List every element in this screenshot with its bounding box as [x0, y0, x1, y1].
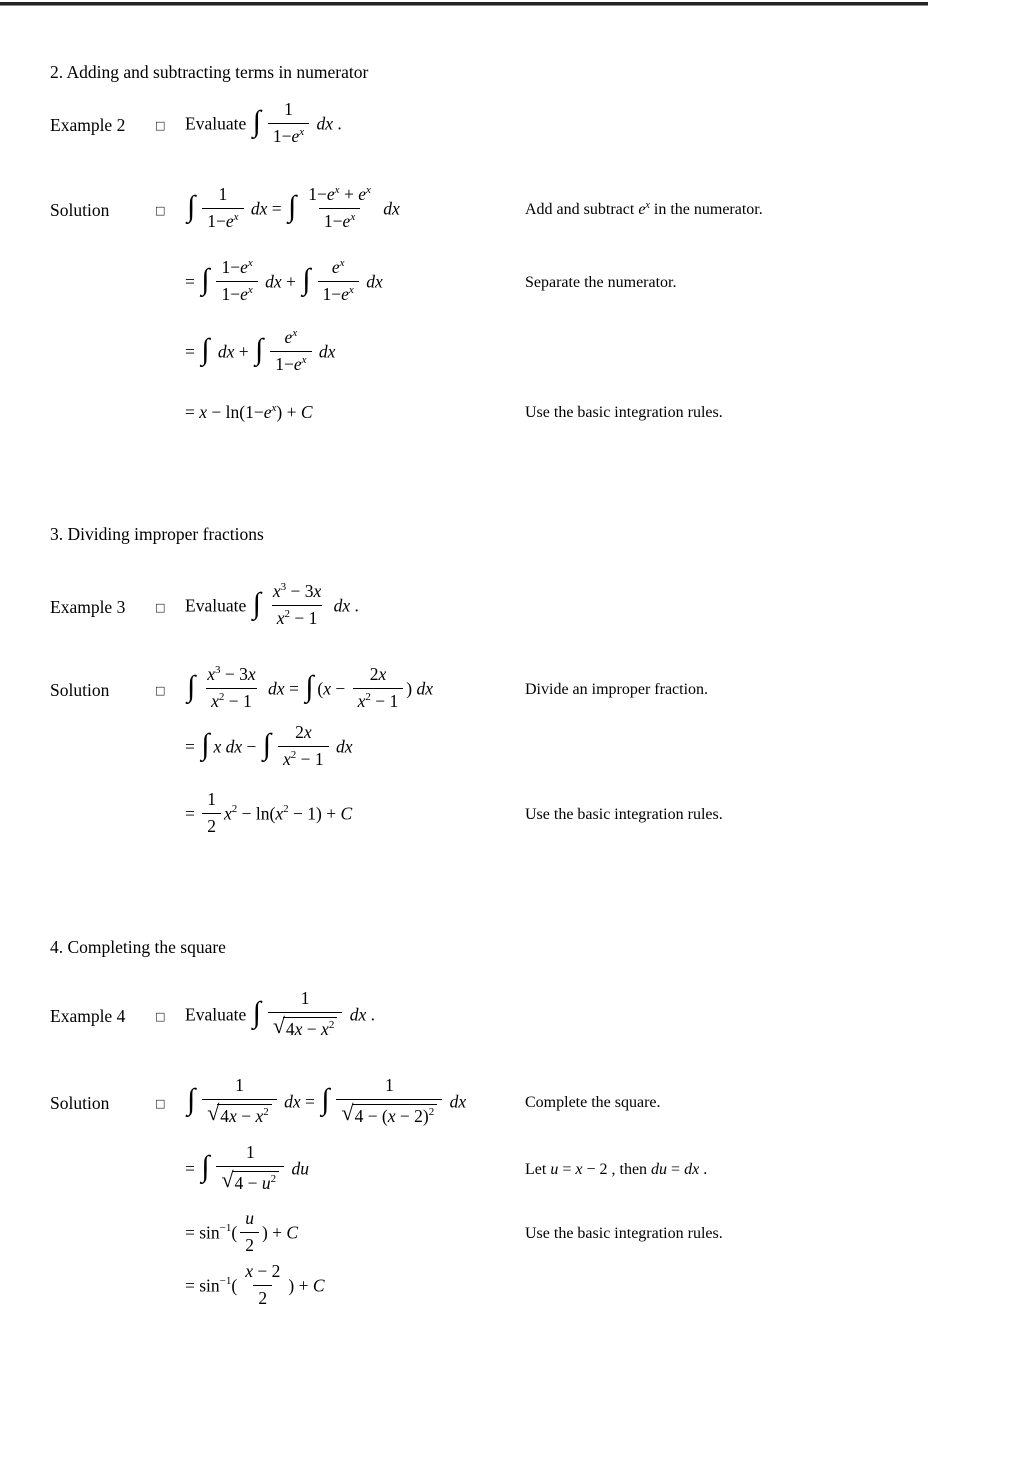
- math-token: Evaluate: [185, 1004, 251, 1025]
- square-marker-icon: □: [155, 1009, 166, 1023]
- math-token: ) +: [288, 1275, 313, 1296]
- math-token: (: [231, 1275, 238, 1296]
- math-token: u: [245, 1207, 254, 1228]
- math-token: [268, 581, 326, 605]
- solution-2-step-3-math: [185, 326, 336, 378]
- math-token: dx: [246, 198, 268, 219]
- math-token: =: [558, 1161, 576, 1178]
- math-token: [268, 99, 309, 148]
- solution-3-step-2: [50, 714, 1014, 782]
- math-token: 2: [328, 1018, 335, 1031]
- math-token: [268, 581, 326, 630]
- math-token: C: [286, 1222, 299, 1243]
- math-token: x: [357, 690, 366, 711]
- math-token: Add and subtract: [525, 201, 639, 218]
- math-token: dx: [445, 1091, 467, 1112]
- solution-4-step-2-note: [525, 1160, 707, 1180]
- math-token: [365, 664, 392, 688]
- solution-3-label: Solution: [50, 679, 110, 700]
- math-token: −: [302, 1018, 322, 1039]
- math-token: [213, 184, 232, 208]
- integral-icon: ∫: [201, 263, 210, 297]
- math-token: 1−: [272, 125, 292, 146]
- math-token: 1: [300, 987, 310, 1008]
- math-token: x: [199, 402, 208, 423]
- math-token: e: [358, 183, 366, 204]
- math-token: x: [313, 580, 322, 601]
- math-token: x: [224, 803, 232, 824]
- math-token: 2: [369, 663, 379, 684]
- math-token: −: [236, 1105, 256, 1126]
- math-token: [217, 1104, 271, 1128]
- math-token: =: [667, 1161, 685, 1178]
- solution-4-step-3-math: [185, 1207, 299, 1259]
- math-token: − 3: [220, 663, 248, 684]
- math-token: − 1: [289, 607, 318, 628]
- math-token: e: [341, 283, 349, 304]
- math-token: − 2: [253, 1260, 281, 1281]
- math-token: x: [271, 402, 277, 415]
- math-token: 2: [295, 721, 304, 742]
- math-token: [318, 257, 359, 306]
- radical-icon: √: [221, 1166, 234, 1192]
- math-token: x: [247, 663, 256, 684]
- math-token: [241, 1142, 260, 1166]
- math-token: =: [284, 678, 304, 699]
- math-token: ) +: [261, 1222, 287, 1243]
- radical-icon: √: [272, 1012, 285, 1038]
- math-token: 4: [220, 1105, 230, 1126]
- math-token: −1: [219, 1275, 232, 1288]
- solution-3-step-1-note: [525, 680, 708, 700]
- math-token: dx: [314, 341, 336, 362]
- solution-2-step-1: [50, 176, 1014, 244]
- math-token: Evaluate: [185, 595, 251, 616]
- math-token: [318, 281, 359, 306]
- math-token: [202, 664, 260, 688]
- math-token: 2: [290, 748, 297, 761]
- math-token: x: [211, 690, 219, 711]
- solution-3-step-3-note: [525, 805, 723, 825]
- radical-icon: √: [341, 1099, 354, 1125]
- math-token: [272, 1012, 338, 1041]
- math-token: [341, 1099, 437, 1128]
- math-token: [216, 1142, 284, 1195]
- math-token: dx: [378, 198, 400, 219]
- math-token: 2: [218, 690, 225, 703]
- solution-4-step-1: [50, 1066, 1014, 1140]
- math-token: x: [229, 1105, 237, 1126]
- integral-icon: ∫: [302, 263, 311, 297]
- math-token: = sin: [185, 1275, 220, 1296]
- math-token: 4: [285, 1018, 295, 1039]
- math-token: [202, 789, 221, 813]
- math-token: x: [245, 1260, 253, 1281]
- math-token: Use the basic integration rules.: [525, 404, 723, 421]
- math-token: 2: [207, 815, 216, 836]
- solution-2-step-1-math: [185, 183, 400, 235]
- math-token: [336, 1075, 442, 1128]
- math-token: C: [312, 1275, 325, 1296]
- integral-icon: ∫: [201, 1150, 210, 1184]
- math-token: −: [331, 678, 350, 699]
- integral-icon: ∫: [305, 670, 314, 704]
- integral-icon: ∫: [321, 1083, 330, 1117]
- math-token: [296, 988, 315, 1012]
- math-token: 1−: [323, 210, 343, 231]
- math-token: 2: [428, 1105, 435, 1118]
- math-token: = sin: [185, 1222, 220, 1243]
- math-token: [202, 789, 221, 838]
- example-4-problem: [185, 987, 375, 1043]
- integral-icon: ∫: [201, 728, 210, 762]
- integral-icon: ∫: [252, 587, 261, 621]
- math-token: x: [207, 663, 215, 684]
- math-token: −: [242, 736, 261, 757]
- math-token: − 1: [370, 690, 399, 711]
- page-top-rule: [0, 2, 928, 6]
- math-token: [283, 1017, 337, 1041]
- math-token: x: [645, 200, 650, 211]
- math-token: e: [293, 353, 302, 374]
- math-token: −1: [219, 1222, 232, 1235]
- math-token: 1−: [322, 283, 342, 304]
- math-token: x: [321, 1018, 329, 1039]
- math-token: Evaluate: [185, 113, 251, 134]
- math-token: e: [263, 402, 272, 423]
- math-token: du: [287, 1158, 310, 1179]
- math-token: [380, 1075, 399, 1099]
- math-token: Complete the square.: [525, 1094, 661, 1111]
- section-2-heading: 2. Adding and subtracting terms in numerator: [50, 62, 369, 82]
- math-token: x: [303, 721, 312, 742]
- math-token: x: [365, 183, 371, 196]
- math-token: e: [342, 210, 351, 231]
- math-token: dx: [221, 736, 243, 757]
- math-token: du: [651, 1161, 668, 1178]
- math-token: 2: [283, 803, 289, 816]
- math-token: +: [234, 341, 253, 362]
- square-marker-icon: □: [155, 118, 166, 132]
- solution-2-step-4-note: [525, 403, 723, 423]
- math-token: 1−: [308, 183, 327, 204]
- solution-4-step-4: [50, 1256, 1014, 1318]
- solution-4-step-2: [50, 1133, 1014, 1207]
- math-token: 1: [235, 1074, 244, 1095]
- math-token: x: [334, 183, 340, 196]
- math-token: x: [294, 1018, 303, 1039]
- math-token: x: [387, 1105, 396, 1126]
- math-token: .: [699, 1161, 708, 1178]
- math-token: − 3: [286, 580, 314, 601]
- math-token: 1: [207, 788, 216, 809]
- math-token: x: [272, 580, 281, 601]
- square-marker-icon: □: [155, 1096, 166, 1110]
- section-4-heading: 4. Completing the square: [50, 937, 226, 957]
- example-3-problem: [185, 580, 359, 632]
- math-token: dx: [416, 678, 434, 699]
- math-token: Use the basic integration rules.: [525, 806, 723, 823]
- solution-4-label: Solution: [50, 1092, 110, 1113]
- math-token: x: [275, 803, 284, 824]
- math-token: +: [339, 183, 359, 204]
- math-token: dx: [345, 1004, 367, 1025]
- math-token: [268, 988, 343, 1041]
- math-token: Let: [525, 1161, 551, 1178]
- math-token: Divide an improper fraction.: [525, 681, 709, 698]
- math-token: [268, 123, 309, 148]
- math-token: 2: [263, 1105, 269, 1118]
- math-token: x: [299, 125, 305, 138]
- square-marker-icon: □: [155, 203, 166, 217]
- math-token: (: [231, 1222, 238, 1243]
- example-4-label: Example 4: [50, 1005, 126, 1026]
- math-token: 1: [384, 1074, 394, 1095]
- solution-2-step-1-note: [525, 200, 763, 220]
- math-token: dx: [684, 1161, 700, 1178]
- math-token: u: [261, 1172, 271, 1193]
- math-token: e: [291, 125, 300, 146]
- example-2-label: Example 2: [50, 114, 126, 135]
- example-4-row: [50, 979, 1014, 1053]
- math-token: 1: [218, 183, 228, 204]
- solution-4-step-1-math: [185, 1074, 467, 1130]
- math-token: [268, 1012, 343, 1041]
- math-token: C: [300, 402, 313, 423]
- math-token: 2: [365, 690, 371, 703]
- section-3-heading: 3. Dividing improper fractions: [50, 524, 264, 544]
- math-token: [270, 351, 311, 376]
- math-token: dx: [260, 271, 282, 292]
- math-token: x: [283, 748, 291, 769]
- math-token: 2: [258, 1287, 268, 1308]
- math-token: [232, 1171, 280, 1195]
- math-token: 2: [284, 607, 290, 620]
- math-token: 1−: [275, 353, 294, 374]
- math-token: dx: [263, 678, 285, 699]
- solution-4-step-2-math: [185, 1141, 310, 1197]
- math-token: 2: [231, 803, 238, 816]
- integral-icon: ∫: [187, 190, 196, 224]
- math-token: [353, 664, 404, 713]
- math-token: dx: [312, 113, 334, 134]
- example-3-label: Example 3: [50, 596, 126, 617]
- math-token: e: [331, 256, 340, 277]
- math-token: [352, 1104, 438, 1128]
- example-2-problem: [185, 98, 342, 150]
- solution-2-step-4: [50, 395, 1014, 431]
- math-token: [216, 257, 257, 306]
- math-token: 1: [245, 1141, 255, 1162]
- math-token: x: [213, 736, 222, 757]
- math-token: =: [267, 198, 287, 219]
- math-token: in the numerator.: [649, 201, 763, 218]
- math-token: x: [292, 326, 298, 339]
- math-token: e: [326, 183, 335, 204]
- math-token: e: [240, 283, 248, 304]
- math-token: Separate the numerator.: [525, 274, 677, 291]
- math-token: =: [185, 803, 200, 824]
- math-token: =: [300, 1091, 320, 1112]
- math-token: [278, 722, 329, 771]
- math-token: [202, 1099, 277, 1128]
- math-token: e: [638, 201, 646, 218]
- math-token: x: [255, 1105, 264, 1126]
- math-token: − ln(1−: [207, 402, 264, 423]
- math-token: [202, 1075, 277, 1128]
- math-token: x: [378, 663, 387, 684]
- math-token: ) +: [276, 402, 301, 423]
- math-token: 2: [245, 1234, 254, 1255]
- math-token: u: [550, 1161, 559, 1178]
- math-token: e: [284, 326, 293, 347]
- math-token: [202, 813, 221, 838]
- math-token: 4 −: [234, 1172, 262, 1193]
- radical-icon: √: [207, 1099, 220, 1125]
- math-token: [202, 208, 243, 233]
- math-token: [303, 184, 376, 208]
- math-token: dx: [331, 736, 353, 757]
- math-token: C: [340, 803, 353, 824]
- math-token: [353, 688, 404, 713]
- solution-3-step-3: [50, 783, 1014, 847]
- math-token: [240, 1208, 259, 1232]
- math-token: [206, 688, 257, 713]
- solution-2-step-2-math: [185, 256, 383, 308]
- math-token: =: [185, 736, 200, 757]
- math-token: [280, 327, 303, 351]
- math-token: [221, 1166, 279, 1195]
- math-token: x: [350, 210, 356, 223]
- math-token: [327, 257, 350, 281]
- math-token: .: [366, 1004, 375, 1025]
- square-marker-icon: □: [155, 600, 166, 614]
- math-token: =: [185, 402, 200, 423]
- math-token: [336, 1099, 442, 1128]
- math-token: [216, 257, 257, 281]
- solution-4-step-4-math: [185, 1260, 325, 1312]
- math-token: − 2 , then: [582, 1161, 652, 1178]
- solution-3-step-1-math: [185, 663, 434, 715]
- math-token: [202, 664, 260, 713]
- math-token: [207, 1099, 272, 1128]
- solution-2-step-3: [50, 319, 1014, 387]
- math-token: e: [225, 210, 234, 231]
- math-token: [253, 1285, 272, 1310]
- math-token: x: [247, 283, 253, 296]
- math-token: .: [333, 113, 342, 134]
- integral-icon: ∫: [262, 728, 271, 762]
- solution-2-step-2: [50, 249, 1014, 317]
- math-token: 3: [215, 663, 221, 676]
- math-token: [272, 605, 323, 630]
- math-token: ): [406, 678, 417, 699]
- integral-icon: ∫: [252, 996, 261, 1030]
- math-token: − 2): [395, 1105, 429, 1126]
- math-token: (: [317, 678, 324, 699]
- math-token: 1−: [207, 210, 226, 231]
- solution-2-step-2-note: [525, 273, 677, 293]
- math-token: 1−: [221, 256, 241, 277]
- math-token: Use the basic integration rules.: [525, 1225, 723, 1242]
- integral-icon: ∫: [252, 105, 261, 139]
- math-token: x: [276, 607, 285, 628]
- math-token: − 1: [224, 690, 252, 711]
- math-token: [303, 184, 376, 233]
- math-token: [279, 99, 298, 123]
- math-token: − 1) +: [288, 803, 341, 824]
- math-token: x: [301, 353, 307, 366]
- integral-icon: ∫: [187, 1083, 196, 1117]
- math-token: dx: [213, 341, 235, 362]
- math-token: 1−: [221, 283, 241, 304]
- math-token: − ln(: [237, 803, 276, 824]
- math-token: x: [575, 1161, 583, 1178]
- math-token: [216, 281, 257, 306]
- math-token: dx: [279, 1091, 301, 1112]
- math-token: − 1: [296, 748, 324, 769]
- math-token: dx: [361, 271, 383, 292]
- square-marker-icon: □: [155, 683, 166, 697]
- math-token: [240, 1261, 285, 1285]
- math-token: x: [339, 256, 345, 269]
- solution-4-step-1-note: [525, 1093, 661, 1113]
- math-token: [278, 746, 329, 771]
- math-token: [319, 208, 360, 233]
- integral-icon: ∫: [187, 670, 196, 704]
- math-token: x: [247, 256, 253, 269]
- math-token: [230, 1075, 249, 1099]
- math-token: dx: [329, 595, 351, 616]
- integral-icon: ∫: [288, 190, 297, 224]
- math-token: [240, 1208, 259, 1257]
- math-token: e: [240, 256, 248, 277]
- math-token: [202, 184, 243, 233]
- integral-icon: ∫: [255, 333, 264, 367]
- math-token: x: [348, 283, 354, 296]
- solution-4-step-3-note: [525, 1224, 723, 1244]
- example-3-row: [50, 571, 1014, 643]
- math-token: =: [185, 271, 200, 292]
- math-token: [240, 1232, 259, 1257]
- solution-2-step-4-math: [185, 402, 313, 424]
- math-token: .: [350, 595, 359, 616]
- math-token: [270, 327, 311, 376]
- math-token: [290, 722, 317, 746]
- solution-3-step-2-math: [185, 721, 353, 773]
- math-token: 4 − (: [354, 1105, 388, 1126]
- example-2-row: [50, 91, 1014, 159]
- math-token: 2: [270, 1172, 277, 1185]
- math-token: 3: [280, 580, 287, 593]
- math-token: x: [233, 210, 239, 223]
- math-token: [240, 1261, 285, 1310]
- integral-icon: ∫: [201, 333, 210, 367]
- solution-3-step-3-math: [185, 788, 353, 840]
- math-token: x: [323, 678, 332, 699]
- math-token: +: [281, 271, 301, 292]
- math-token: 1: [284, 98, 293, 119]
- math-token: [216, 1166, 284, 1195]
- math-token: =: [185, 341, 200, 362]
- solution-2-label: Solution: [50, 199, 110, 220]
- math-token: =: [185, 1158, 200, 1179]
